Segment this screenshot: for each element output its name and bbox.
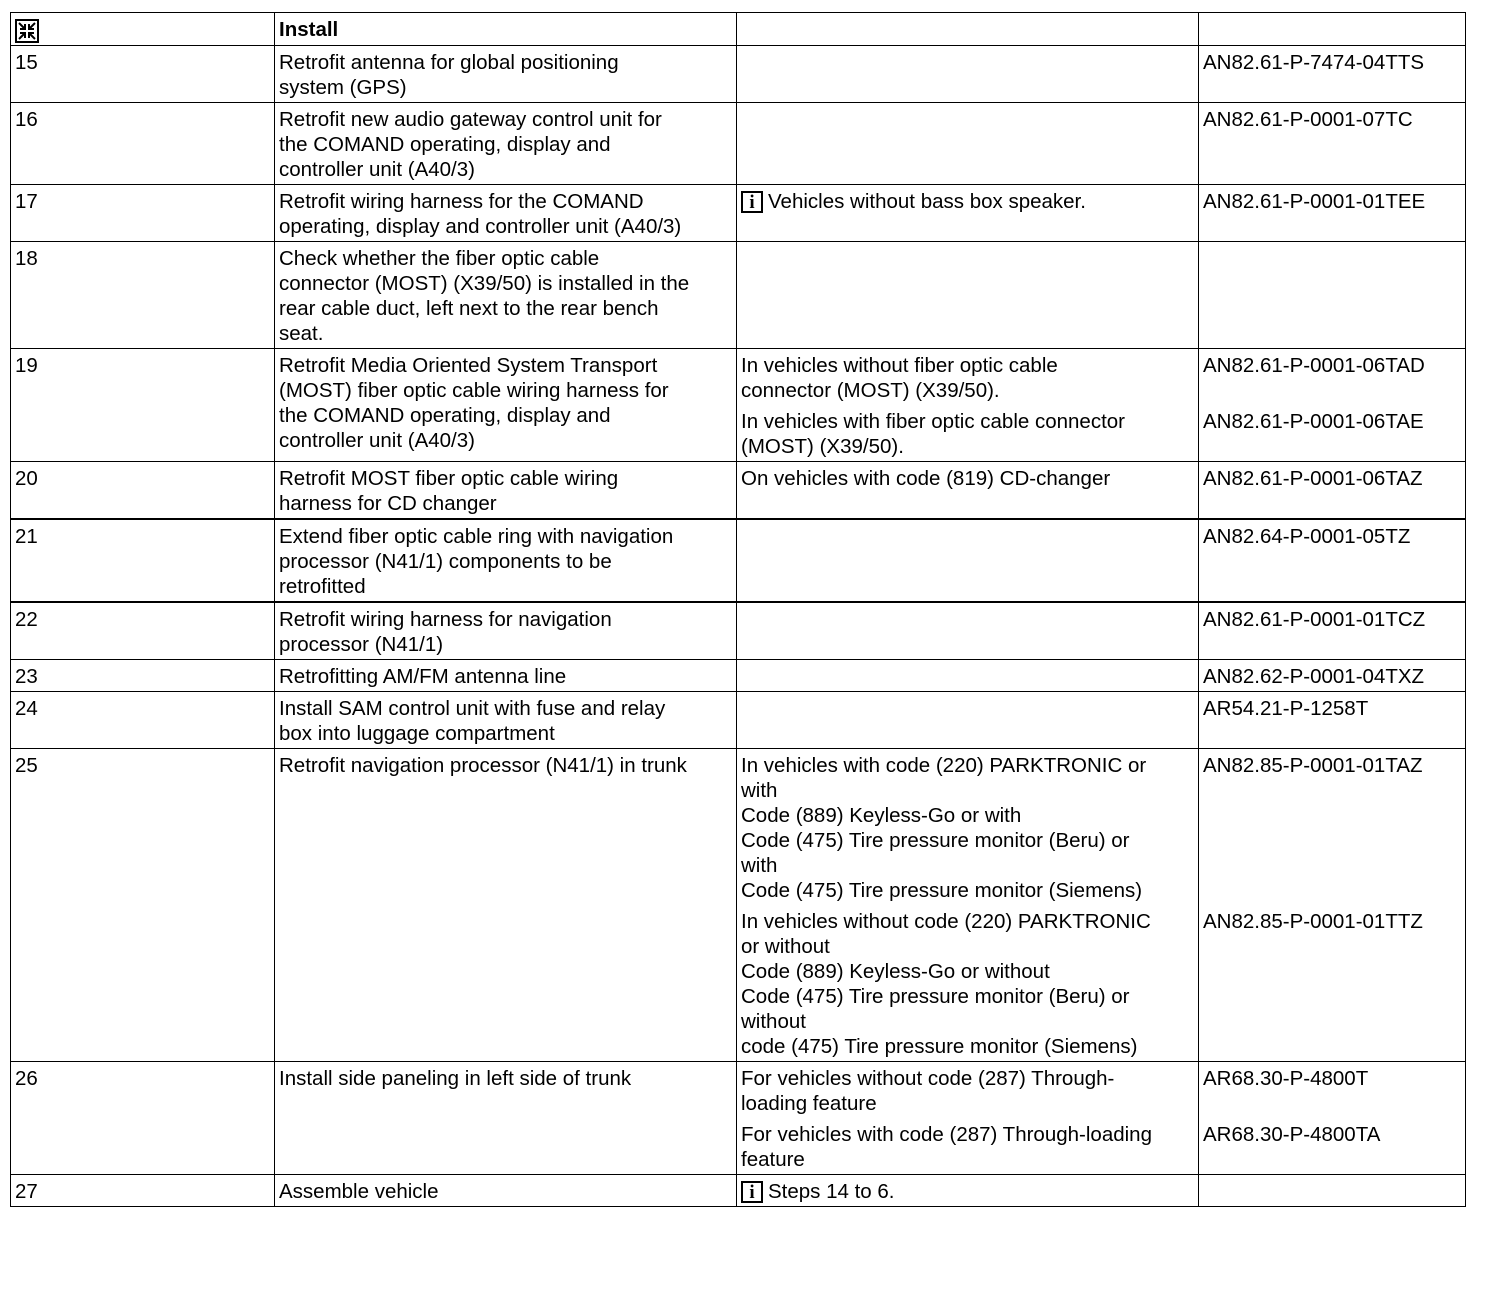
step-description: Install SAM control unit with fuse and relay box into luggage compartment [275, 691, 737, 748]
table-row [11, 1174, 1466, 1206]
note-text: Steps 14 to 6. [768, 1179, 895, 1203]
header-row [11, 13, 1466, 46]
collapse-cell[interactable] [11, 13, 275, 46]
header-empty-cell [737, 13, 1199, 46]
reference-link[interactable]: AR68.30-P-4800T [1203, 1066, 1369, 1090]
step-notes [737, 691, 1199, 748]
reference-link[interactable]: AN82.61-P-0001-07TC [1203, 107, 1413, 131]
step-description: Extend fiber optic cable ring with navigation processor (N41/1) components to be retrofitted [275, 519, 737, 602]
step-number: 23 [11, 659, 275, 691]
reference-link[interactable]: AN82.61-P-7474-04TTS [1203, 50, 1425, 74]
step-description: Install side paneling in left side of trunk [275, 1061, 737, 1174]
info-icon: i [741, 191, 763, 213]
collapse-icon[interactable] [15, 19, 39, 43]
step-number: 18 [11, 241, 275, 348]
note-block [741, 353, 1193, 403]
step-description: Retrofit Media Oriented System Transport (MOST) fiber optic cable wiring harness for the COMAND operating, display and controller unit (A40/3) [275, 348, 737, 461]
step-references [1199, 102, 1466, 184]
table-row [11, 184, 1466, 241]
step-notes [737, 45, 1199, 102]
step-notes [737, 602, 1199, 660]
note-block [741, 909, 1193, 1059]
note-text: In vehicles with code (220) PARKTRONIC or with Code (889) Keyless-Go or with Code (475) Tire pressure monitor (Beru) or with Code (475) Tire pressure monitor (Siemens) [741, 753, 1147, 902]
step-description: Retrofit MOST fiber optic cable wiring harness for CD changer [275, 461, 737, 519]
table-row [11, 102, 1466, 184]
table-row [11, 45, 1466, 102]
step-number: 27 [11, 1174, 275, 1206]
step-references [1199, 45, 1466, 102]
step-number: 26 [11, 1061, 275, 1174]
note-block [741, 189, 1193, 214]
reference-link[interactable]: AN82.61-P-0001-06TAD [1203, 353, 1425, 377]
step-notes [737, 519, 1199, 602]
step-number: 15 [11, 45, 275, 102]
note-block [741, 753, 1193, 903]
reference-link[interactable]: AR54.21-P-1258T [1203, 696, 1369, 720]
step-references [1199, 659, 1466, 691]
reference-link[interactable]: AN82.64-P-0001-05TZ [1203, 524, 1411, 548]
step-notes [737, 748, 1199, 1061]
step-number: 17 [11, 184, 275, 241]
step-description: Retrofit wiring harness for the COMAND operating, display and controller unit (A40/3) [275, 184, 737, 241]
procedure-table [10, 12, 1466, 1207]
step-description: Assemble vehicle [275, 1174, 737, 1206]
step-number: 25 [11, 748, 275, 1061]
step-description: Retrofit wiring harness for navigation processor (N41/1) [275, 602, 737, 660]
step-number: 22 [11, 602, 275, 660]
step-references [1199, 461, 1466, 519]
note-text: For vehicles without code (287) Through- loading feature [741, 1066, 1115, 1115]
step-notes [737, 241, 1199, 348]
step-number: 24 [11, 691, 275, 748]
table-row [11, 519, 1466, 602]
step-references [1199, 519, 1466, 602]
reference-link[interactable]: AN82.62-P-0001-04TXZ [1203, 664, 1425, 688]
reference-link[interactable]: AN82.61-P-0001-06TAE [1203, 409, 1424, 433]
table-row [11, 461, 1466, 519]
note-block [741, 1066, 1193, 1116]
step-notes [737, 348, 1199, 461]
step-references [1199, 184, 1466, 241]
note-block [741, 1179, 1193, 1204]
step-notes [737, 659, 1199, 691]
step-references [1199, 241, 1466, 348]
info-icon: i [741, 1181, 763, 1203]
step-number: 16 [11, 102, 275, 184]
step-references [1199, 348, 1466, 461]
table-row [11, 748, 1466, 1061]
step-notes [737, 1061, 1199, 1174]
reference-link[interactable]: AN82.61-P-0001-06TAZ [1203, 466, 1423, 490]
reference-link[interactable]: AN82.85-P-0001-01TAZ [1203, 753, 1423, 777]
section-title: Install [275, 13, 737, 46]
note-block [741, 466, 1193, 491]
table-row [11, 659, 1466, 691]
reference-link[interactable]: AN82.85-P-0001-01TTZ [1203, 909, 1423, 933]
reference-link[interactable]: AN82.61-P-0001-01TCZ [1203, 607, 1426, 631]
step-notes [737, 102, 1199, 184]
table-row [11, 1061, 1466, 1174]
step-references [1199, 1174, 1466, 1206]
reference-link[interactable]: AR68.30-P-4800TA [1203, 1122, 1381, 1146]
table-row [11, 241, 1466, 348]
table-row [11, 602, 1466, 660]
step-notes [737, 461, 1199, 519]
table-row [11, 691, 1466, 748]
step-number: 20 [11, 461, 275, 519]
step-references [1199, 748, 1466, 1061]
note-text: Vehicles without bass box speaker. [768, 189, 1086, 213]
note-text: For vehicles with code (287) Through-loading feature [741, 1122, 1152, 1171]
step-number: 21 [11, 519, 275, 602]
step-number: 19 [11, 348, 275, 461]
note-text: In vehicles without fiber optic cable connector (MOST) (X39/50). [741, 353, 1058, 402]
reference-link[interactable]: AN82.61-P-0001-01TEE [1203, 189, 1426, 213]
note-text: On vehicles with code (819) CD-changer [741, 466, 1111, 490]
step-references [1199, 602, 1466, 660]
note-text: In vehicles with fiber optic cable connector (MOST) (X39/50). [741, 409, 1126, 458]
note-block [741, 409, 1193, 459]
step-description: Check whether the fiber optic cable connector (MOST) (X39/50) is installed in the rear cable duct, left next to the rear bench seat. [275, 241, 737, 348]
step-notes [737, 184, 1199, 241]
header-empty-cell [1199, 13, 1466, 46]
step-references [1199, 691, 1466, 748]
step-description: Retrofitting AM/FM antenna line [275, 659, 737, 691]
step-description: Retrofit new audio gateway control unit for the COMAND operating, display and controller unit (A40/3) [275, 102, 737, 184]
note-text: In vehicles without code (220) PARKTRONIC or without Code (889) Keyless-Go or without Code (475) Tire pressure monitor (Beru) or without code (475) Tire pressure monitor (Siemens) [741, 909, 1151, 1058]
step-notes [737, 1174, 1199, 1206]
note-block [741, 1122, 1193, 1172]
table-row [11, 348, 1466, 461]
step-description: Retrofit antenna for global positioning system (GPS) [275, 45, 737, 102]
step-references [1199, 1061, 1466, 1174]
step-description: Retrofit navigation processor (N41/1) in trunk [275, 748, 737, 1061]
